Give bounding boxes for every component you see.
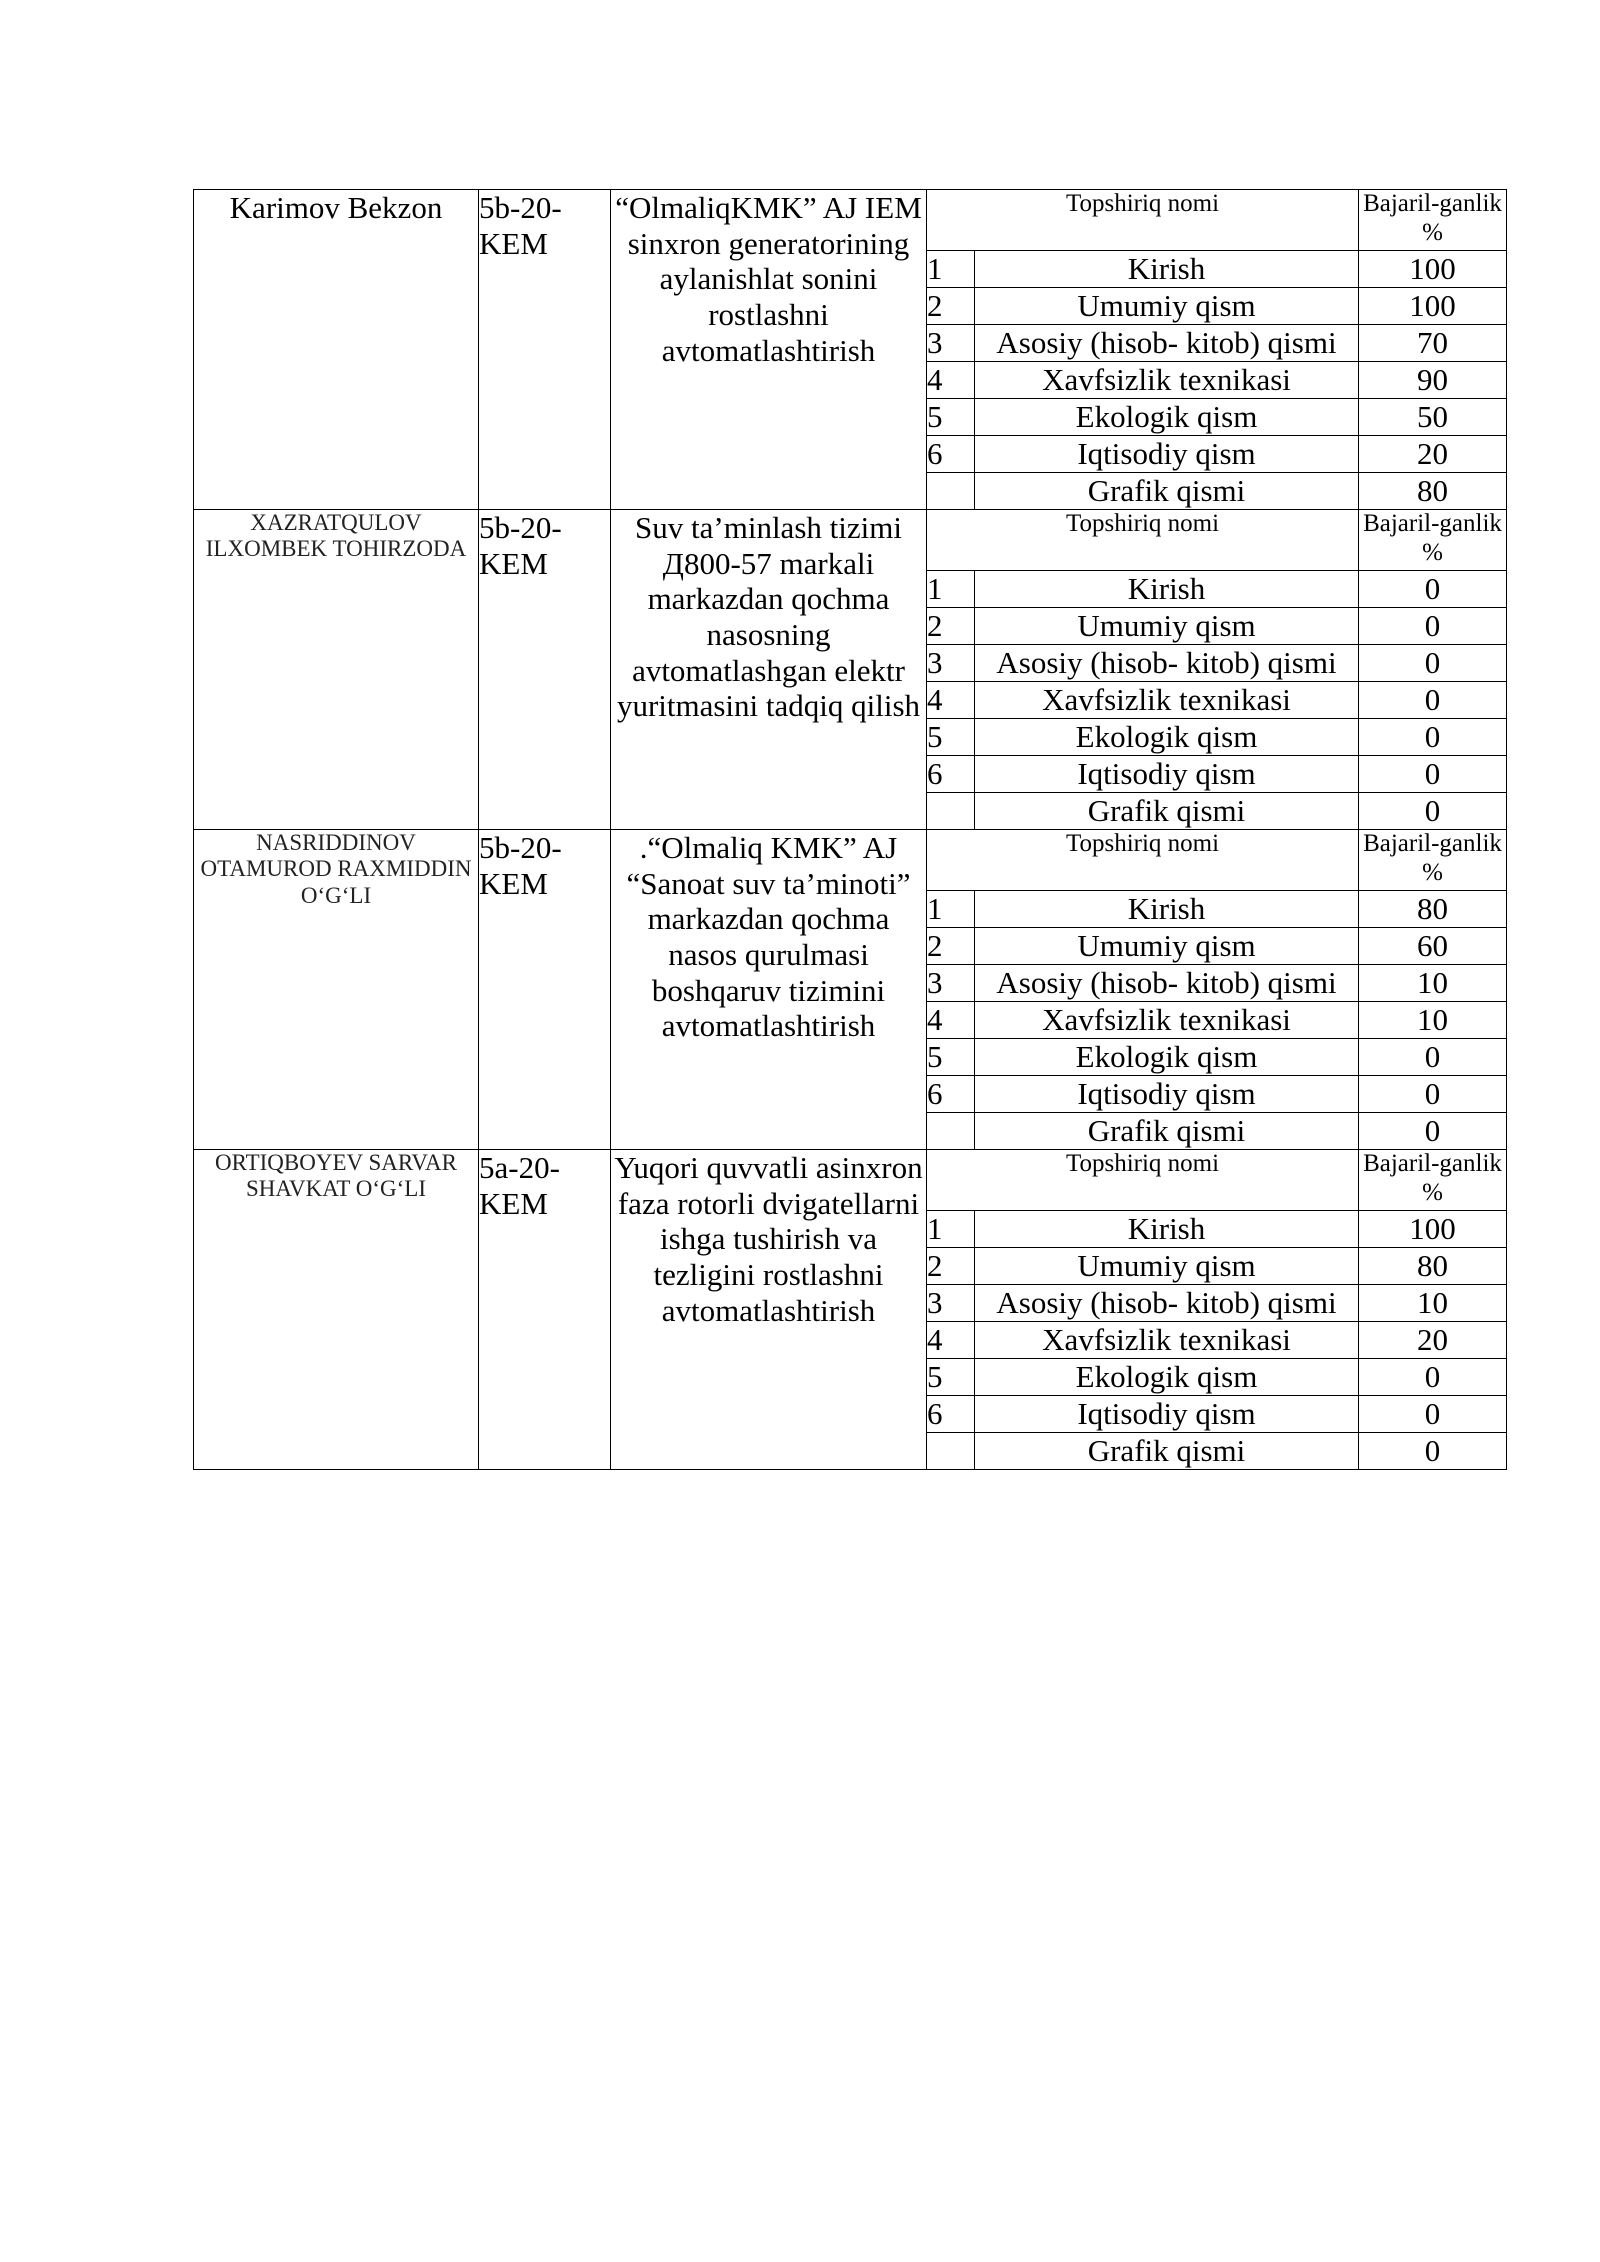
task-name: Umumiy qism <box>975 928 1359 965</box>
task-name: Asosiy (hisob- kitob) qismi <box>975 965 1359 1002</box>
task-number: 5 <box>927 1359 975 1396</box>
student-name: Karimov Bekzon <box>194 190 479 510</box>
task-completion-pct: 50 <box>1359 399 1507 436</box>
thesis-topic: .“Olmaliq KMK” AJ “Sanoat suv ta’minoti” markazdan qochma nasos qurulmasi boshqaruv tizimini avtomatlashtirish <box>611 830 927 1150</box>
task-number: 6 <box>927 436 975 473</box>
task-number: 5 <box>927 719 975 756</box>
task-completion-pct: 0 <box>1359 1113 1507 1150</box>
student-group: 5a-20-KEM <box>479 1150 611 1470</box>
task-number: 6 <box>927 1076 975 1113</box>
task-number: 2 <box>927 288 975 325</box>
task-name: Ekologik qism <box>975 719 1359 756</box>
task-name: Kirish <box>975 1211 1359 1248</box>
task-completion-pct: 100 <box>1359 288 1507 325</box>
task-number <box>927 473 975 510</box>
task-number: 1 <box>927 571 975 608</box>
student-group: 5b-20-KEM <box>479 510 611 830</box>
task-number: 1 <box>927 251 975 288</box>
task-number: 3 <box>927 965 975 1002</box>
task-number: 5 <box>927 1039 975 1076</box>
progress-table <box>193 189 1507 1470</box>
task-number: 2 <box>927 1248 975 1285</box>
task-completion-pct: 10 <box>1359 965 1507 1002</box>
task-name: Asosiy (hisob- kitob) qismi <box>975 645 1359 682</box>
header-completion-pct: Bajaril-ganlik % <box>1359 190 1507 251</box>
student-group: 5b-20-KEM <box>479 830 611 1150</box>
task-name: Kirish <box>975 571 1359 608</box>
thesis-topic: Suv ta’minlash tizimi Д800-57 markali markazdan qochma nasosning avtomatlashgan elektr yuritmasini tadqiq qilish <box>611 510 927 830</box>
task-name: Iqtisodiy qism <box>975 436 1359 473</box>
task-number: 3 <box>927 645 975 682</box>
task-number: 5 <box>927 399 975 436</box>
task-number: 4 <box>927 1002 975 1039</box>
student-header-row <box>194 830 1507 891</box>
task-completion-pct: 0 <box>1359 608 1507 645</box>
task-number: 2 <box>927 608 975 645</box>
thesis-topic: “OlmaliqKMK” AJ IEM sinxron generatorining aylanishlat sonini rostlashni avtomatlashtirish <box>611 190 927 510</box>
task-completion-pct: 80 <box>1359 1248 1507 1285</box>
task-number: 2 <box>927 928 975 965</box>
task-name: Ekologik qism <box>975 1359 1359 1396</box>
task-completion-pct: 10 <box>1359 1285 1507 1322</box>
task-name: Iqtisodiy qism <box>975 1396 1359 1433</box>
task-number <box>927 1433 975 1470</box>
student-header-row <box>194 1150 1507 1211</box>
task-number <box>927 793 975 830</box>
task-completion-pct: 100 <box>1359 1211 1507 1248</box>
task-name: Asosiy (hisob- kitob) qismi <box>975 1285 1359 1322</box>
task-name: Ekologik qism <box>975 1039 1359 1076</box>
header-completion-pct: Bajaril-ganlik % <box>1359 1150 1507 1211</box>
task-completion-pct: 0 <box>1359 1039 1507 1076</box>
task-completion-pct: 20 <box>1359 1322 1507 1359</box>
task-name: Umumiy qism <box>975 608 1359 645</box>
student-group: 5b-20-KEM <box>479 190 611 510</box>
task-number: 3 <box>927 325 975 362</box>
task-completion-pct: 80 <box>1359 891 1507 928</box>
task-completion-pct: 60 <box>1359 928 1507 965</box>
task-name: Grafik qismi <box>975 1433 1359 1470</box>
table-body <box>194 190 1507 1470</box>
task-completion-pct: 0 <box>1359 793 1507 830</box>
task-number: 1 <box>927 891 975 928</box>
task-completion-pct: 0 <box>1359 1076 1507 1113</box>
task-name: Iqtisodiy qism <box>975 1076 1359 1113</box>
header-completion-pct: Bajaril-ganlik % <box>1359 510 1507 571</box>
header-task-name: Topshiriq nomi <box>927 1150 1359 1211</box>
task-name: Ekologik qism <box>975 399 1359 436</box>
task-name: Xavfsizlik texnikasi <box>975 362 1359 399</box>
thesis-topic: Yuqori quvvatli asinxron faza rotorli dvigatellarni ishga tushirish va tezligini rostlashni avtomatlashtirish <box>611 1150 927 1470</box>
task-name: Asosiy (hisob- kitob) qismi <box>975 325 1359 362</box>
task-completion-pct: 10 <box>1359 1002 1507 1039</box>
task-number: 1 <box>927 1211 975 1248</box>
task-number: 4 <box>927 362 975 399</box>
student-name: NASRIDDINOV OTAMUROD RAXMIDDIN O‘G‘LI <box>194 830 479 1150</box>
task-name: Xavfsizlik texnikasi <box>975 1322 1359 1359</box>
header-task-name: Topshiriq nomi <box>927 830 1359 891</box>
task-completion-pct: 0 <box>1359 645 1507 682</box>
task-number: 4 <box>927 682 975 719</box>
task-name: Umumiy qism <box>975 288 1359 325</box>
task-name: Xavfsizlik texnikasi <box>975 682 1359 719</box>
task-name: Grafik qismi <box>975 1113 1359 1150</box>
student-name: ORTIQBOYEV SARVAR SHAVKAT O‘G‘LI <box>194 1150 479 1470</box>
task-completion-pct: 90 <box>1359 362 1507 399</box>
task-completion-pct: 80 <box>1359 473 1507 510</box>
task-name: Kirish <box>975 891 1359 928</box>
task-name: Umumiy qism <box>975 1248 1359 1285</box>
student-name: XAZRATQULOV ILXOMBEK TOHIRZODA <box>194 510 479 830</box>
task-number: 6 <box>927 756 975 793</box>
task-completion-pct: 0 <box>1359 682 1507 719</box>
header-task-name: Topshiriq nomi <box>927 510 1359 571</box>
header-completion-pct: Bajaril-ganlik % <box>1359 830 1507 891</box>
task-name: Xavfsizlik texnikasi <box>975 1002 1359 1039</box>
task-completion-pct: 20 <box>1359 436 1507 473</box>
task-completion-pct: 0 <box>1359 756 1507 793</box>
task-number: 6 <box>927 1396 975 1433</box>
task-number: 4 <box>927 1322 975 1359</box>
task-completion-pct: 0 <box>1359 571 1507 608</box>
task-completion-pct: 100 <box>1359 251 1507 288</box>
header-task-name: Topshiriq nomi <box>927 190 1359 251</box>
student-header-row <box>194 190 1507 251</box>
task-name: Grafik qismi <box>975 473 1359 510</box>
task-name: Iqtisodiy qism <box>975 756 1359 793</box>
task-completion-pct: 0 <box>1359 1433 1507 1470</box>
task-name: Grafik qismi <box>975 793 1359 830</box>
task-number: 3 <box>927 1285 975 1322</box>
task-completion-pct: 0 <box>1359 1396 1507 1433</box>
task-completion-pct: 0 <box>1359 719 1507 756</box>
task-name: Kirish <box>975 251 1359 288</box>
task-number <box>927 1113 975 1150</box>
student-header-row <box>194 510 1507 571</box>
task-completion-pct: 70 <box>1359 325 1507 362</box>
task-completion-pct: 0 <box>1359 1359 1507 1396</box>
